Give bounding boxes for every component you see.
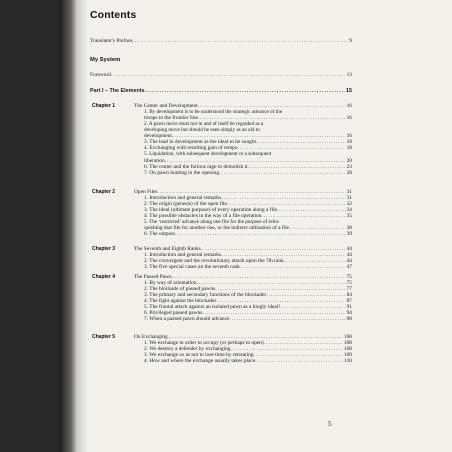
- toc-item: [144, 346, 352, 352]
- toc-entry-label: Translator's Preface: [90, 38, 133, 44]
- dot-leader: [202, 310, 345, 316]
- toc-item-text: 6. Privileged passed pawns: [144, 310, 203, 317]
- dot-leader: [158, 189, 346, 195]
- toc-item: [144, 164, 352, 170]
- gutter-shadow: [76, 0, 88, 452]
- toc-page-number: 91: [346, 304, 352, 311]
- dot-leader: [240, 264, 346, 270]
- toc-page-number: 15: [346, 88, 352, 94]
- toc-page-number: 108: [343, 340, 352, 347]
- dot-leader: [175, 231, 346, 237]
- dot-leader: [289, 225, 346, 231]
- toc-item-text: 7. When a passed pawn should advance: [144, 316, 230, 323]
- toc-entry-translators-preface: [90, 38, 352, 44]
- toc-item-text: 6. The center and the furious rage to demolish it: [144, 163, 248, 170]
- chapter-label: Chapter 2: [92, 189, 116, 195]
- toc-page-number: 98: [346, 316, 352, 323]
- toc-page-number: 18: [346, 145, 352, 152]
- dot-leader: [133, 38, 349, 44]
- toc-page-number: 75: [346, 280, 352, 287]
- toc-item: [144, 310, 352, 316]
- toc-item-text: 1. Introduction and general remarks: [144, 195, 222, 202]
- toc-page-number: 39: [346, 231, 352, 238]
- toc-item-text: liberation: [144, 157, 165, 164]
- toc-page-number: 16: [346, 103, 352, 109]
- toc-page-number: 9: [349, 38, 352, 44]
- toc-page-number: 87: [346, 298, 352, 305]
- toc-page-number: 28: [346, 169, 352, 176]
- toc-page-number: 13: [346, 72, 352, 78]
- dot-leader: [255, 358, 343, 364]
- toc-page-number: 108: [343, 346, 352, 353]
- toc-item-text: 4. Exchanging with resulting gain of tempo: [144, 145, 238, 152]
- chapter-label: Chapter 1: [92, 103, 116, 109]
- toc-page-number: 16: [346, 133, 352, 140]
- toc-page-number: 108: [343, 334, 352, 340]
- toc-page-number: 44: [346, 246, 352, 252]
- toc-item-text: 7. On pawn hunting in the opening: [144, 169, 220, 176]
- toc-item-text: 1. By way of orientation: [144, 280, 197, 287]
- toc-page-number: 75: [346, 274, 352, 280]
- toc-item-text: 6. The outpost: [144, 231, 175, 238]
- toc-item-text: 1. Introduction and general remarks: [144, 252, 222, 259]
- dot-leader: [229, 316, 345, 322]
- chapter-label: Chapter 3: [92, 246, 116, 252]
- dot-leader: [219, 170, 346, 176]
- dot-leader: [111, 72, 346, 78]
- chapter-label: Chapter 4: [92, 274, 116, 280]
- toc-item-text: 2. The origin (genesis) of the open file: [144, 201, 227, 208]
- toc-item-text: 3. The ideal (ultimate purpose) of every operation along a file: [144, 207, 277, 214]
- toc-page-number: 23: [346, 163, 352, 170]
- toc-item-text: 3. The lead in development as the ideal to be sought: [144, 139, 257, 146]
- chapter-title: The Center and Development: [134, 103, 198, 109]
- chapter-title-row: [134, 246, 352, 252]
- dot-leader: [248, 164, 346, 170]
- toc-item-text: 1. By development is to be understood the strategic advance of the: [144, 109, 283, 115]
- toc-page-number: 110: [344, 358, 352, 365]
- toc-item: [144, 170, 352, 176]
- toc-item-text: quishing that file for another one, or the indirect utilization of a file: [144, 225, 290, 232]
- toc-item-text: 4. How and where the exchange usually takes place: [144, 358, 256, 365]
- toc-page-number: 34: [346, 207, 352, 214]
- dot-leader: [256, 139, 346, 145]
- book-spine: [60, 0, 76, 452]
- toc-item: [144, 316, 352, 322]
- toc-item-text: 2. We destroy a defender by exchanging: [144, 346, 231, 353]
- toc-entry-label: Part I – The Elements: [90, 88, 145, 94]
- toc-page-number: 47: [346, 264, 352, 271]
- toc-entry-foreword: [90, 72, 352, 78]
- toc-item-text: 2. The blockade of passed pawns: [144, 286, 216, 293]
- toc-item-text: 1. We exchange in order to occupy (or perhaps to open): [144, 340, 264, 347]
- toc-page-number: 31: [346, 195, 352, 202]
- toc-item: [144, 358, 352, 364]
- chapter-label: Chapter 5: [92, 334, 116, 340]
- toc-page-number: 31: [346, 189, 352, 195]
- dot-leader: [230, 346, 342, 352]
- page-number: 5: [328, 420, 332, 428]
- chapter-title: The Seventh and Eighth Ranks: [134, 246, 201, 252]
- toc-item-text: 4. The possible obstacles in the way of a file operation: [144, 213, 262, 220]
- toc-page-number: 20: [346, 157, 352, 164]
- toc-item: [144, 231, 352, 237]
- toc-item: [144, 225, 352, 231]
- toc-item-text: 5. Liquidation, with subsequent development or a subsequent: [144, 151, 272, 158]
- toc-item-text: 3. We exchange so as not to lose time by retreating: [144, 352, 254, 359]
- chapter-title: Open Files: [134, 189, 158, 195]
- chapter-title: On Exchanging: [134, 334, 168, 340]
- toc-item-text: 2. The convergent and the revolutionary attack upon the 7th rank: [144, 258, 284, 265]
- dot-leader: [172, 274, 346, 280]
- contents-heading: Contents: [90, 9, 137, 21]
- toc-item-text: 2. A pawn move must not in and of itself be regarded as a: [144, 121, 264, 128]
- toc-page-number: 35: [346, 213, 352, 220]
- toc-item-text: developing move but should be seen simply as an aid to: [144, 127, 260, 134]
- toc-item-text: 3. The five special cases on the seventh rank: [144, 264, 240, 271]
- toc-item-text: development: [144, 133, 172, 140]
- toc-page-number: 44: [346, 252, 352, 259]
- toc-item-text: 5. The frontal attack against an isolated pawn as a kingly ideal!: [144, 304, 281, 311]
- toc-page-number: 109: [343, 352, 352, 359]
- chapter-title: The Passed Pawn: [134, 274, 172, 280]
- toc-entry-part-1: [90, 88, 352, 94]
- toc-entry-label: Foreword: [90, 72, 111, 78]
- toc-page-number: 18: [346, 139, 352, 146]
- toc-item-text: 3. The primary and secondary functions of the blockader: [144, 292, 267, 299]
- toc-page-number: 16: [346, 115, 352, 122]
- toc-page-number: 77: [346, 286, 352, 293]
- toc-page-number: 84: [346, 292, 352, 299]
- toc-page-number: 32: [346, 201, 352, 208]
- section-my-system: My System: [90, 57, 121, 63]
- dot-leader: [201, 246, 346, 252]
- toc-item-text: 4. The fight against the blockader: [144, 298, 217, 305]
- toc-page-number: 38: [346, 225, 352, 232]
- dot-leader: [284, 258, 346, 264]
- chapter-title-row: [134, 189, 352, 195]
- dot-leader: [145, 88, 345, 94]
- toc-item-text: 5. The ‘restricted’ advance along one file for the purpose of relin-: [144, 219, 280, 226]
- toc-page-number: 94: [346, 310, 352, 317]
- book-page: [76, 0, 452, 452]
- toc-page-number: 44: [346, 258, 352, 265]
- toc-item: [144, 264, 352, 270]
- toc-item-text: troops to the frontier line: [144, 115, 198, 122]
